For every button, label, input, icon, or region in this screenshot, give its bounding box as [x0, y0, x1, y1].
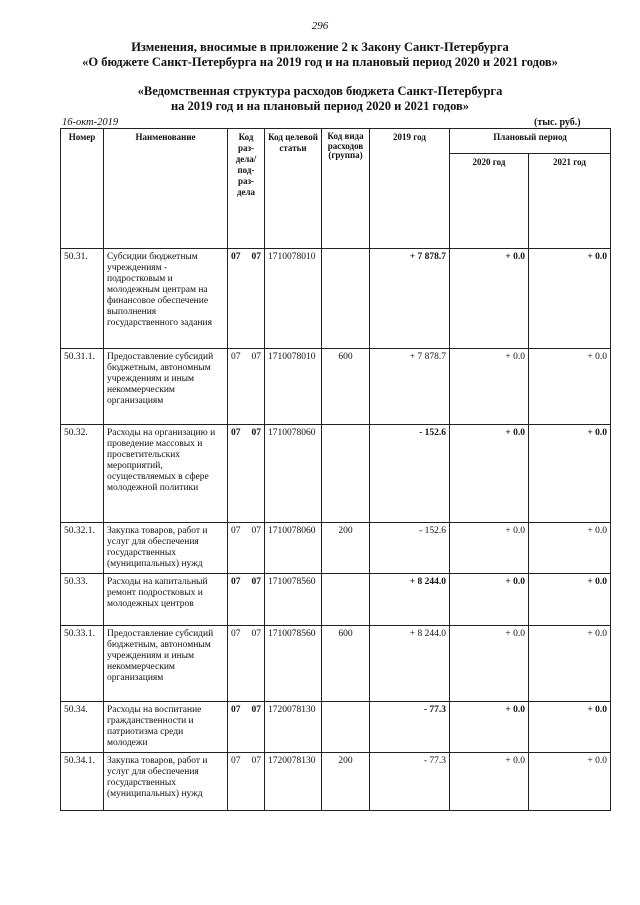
row-amount-2020: + 0.0	[450, 523, 529, 574]
header-2019: 2019 год	[370, 129, 450, 249]
row-razdel-code: 07	[231, 428, 241, 438]
row-csr: 1720078130	[265, 753, 322, 811]
row-csr: 1710078560	[265, 574, 322, 626]
table-row	[61, 249, 611, 349]
document-title-line-2: «О бюджете Санкт-Петербурга на 2019 год и на плановый период 2020 и 2021 годов»	[82, 55, 558, 69]
row-name: Предоставление субсидий бюджетным, автономным учреждениям и иным некоммерческим организациям	[104, 626, 228, 702]
document-title-line-1: Изменения, вносимые в приложение 2 к Закону Санкт-Петербурга	[131, 40, 509, 54]
row-podrazdel: 07	[251, 756, 261, 766]
row-amount-2021: + 0.0	[529, 523, 611, 574]
row-amount-2021: + 0.0	[529, 753, 611, 811]
row-vid	[322, 574, 370, 626]
row-podrazdel: 07	[251, 629, 261, 639]
row-razdel	[228, 523, 265, 574]
row-vid: 600	[322, 626, 370, 702]
header-name: Наименование	[104, 129, 228, 249]
row-razdel	[228, 249, 265, 349]
header-vid: Код вида расходов (группа)	[322, 129, 370, 249]
row-podrazdel: 07	[251, 252, 261, 262]
row-vid: 200	[322, 523, 370, 574]
row-amount-2020: + 0.0	[450, 702, 529, 753]
row-number: 50.32.1.	[61, 523, 104, 574]
row-amount-2021: + 0.0	[529, 702, 611, 753]
header-2021: 2021 год	[529, 154, 611, 249]
row-csr: 1720078130	[265, 702, 322, 753]
row-csr: 1710078010	[265, 349, 322, 425]
row-razdel	[228, 626, 265, 702]
row-razdel-code: 07	[231, 705, 241, 715]
row-vid	[322, 425, 370, 523]
row-razdel	[228, 702, 265, 753]
row-amount-2021: + 0.0	[529, 574, 611, 626]
row-podrazdel: 07	[251, 428, 261, 438]
row-podrazdel: 07	[251, 352, 261, 362]
row-amount-2019: + 7 878.7	[370, 249, 450, 349]
row-razdel	[228, 349, 265, 425]
budget-table	[60, 128, 611, 811]
header-csr: Код целевой статьи	[265, 129, 322, 249]
row-number: 50.31.	[61, 249, 104, 349]
row-amount-2020: + 0.0	[450, 249, 529, 349]
table-row	[61, 626, 611, 702]
row-name: Расходы на капитальный ремонт подростковых и молодежных центров	[104, 574, 228, 626]
document-date: 16-окт-2019	[62, 117, 119, 128]
table-row	[61, 349, 611, 425]
row-amount-2021: + 0.0	[529, 425, 611, 523]
table-row	[61, 753, 611, 811]
table-row	[61, 425, 611, 523]
row-amount-2019: + 8 244.0	[370, 626, 450, 702]
row-number: 50.32.	[61, 425, 104, 523]
row-razdel	[228, 574, 265, 626]
appendix-title	[0, 84, 640, 114]
row-razdel	[228, 753, 265, 811]
row-vid: 200	[322, 753, 370, 811]
row-number: 50.31.1.	[61, 349, 104, 425]
row-amount-2019: - 152.6	[370, 425, 450, 523]
row-amount-2020: + 0.0	[450, 753, 529, 811]
row-razdel-code: 07	[231, 756, 241, 766]
header-2020: 2020 год	[450, 154, 529, 249]
table-row	[61, 523, 611, 574]
header-num: Номер	[61, 129, 104, 249]
appendix-title-line-2: на 2019 год и на плановый период 2020 и 2021 годов»	[170, 99, 470, 113]
row-razdel	[228, 425, 265, 523]
table-row	[61, 702, 611, 753]
row-amount-2019: + 7 878.7	[370, 349, 450, 425]
row-name: Расходы на воспитание гражданственности и патриотизма среди молодежи	[104, 702, 228, 753]
row-amount-2021: + 0.0	[529, 249, 611, 349]
row-razdel-code: 07	[231, 577, 241, 587]
header-planned-period: Плановый период	[450, 129, 611, 154]
row-number: 50.33.1.	[61, 626, 104, 702]
row-amount-2019: + 8 244.0	[370, 574, 450, 626]
row-name: Расходы на организацию и проведение массовых и просветительских мероприятий, осуществляемых в сфере молодежной политики	[104, 425, 228, 523]
table-header-row	[61, 129, 611, 154]
row-vid	[322, 702, 370, 753]
page-number: 296	[311, 20, 329, 32]
row-razdel-code: 07	[231, 526, 241, 536]
row-amount-2020: + 0.0	[450, 349, 529, 425]
appendix-title-line-1: «Ведомственная структура расходов бюджета Санкт-Петербурга	[137, 84, 503, 98]
row-amount-2019: - 152.6	[370, 523, 450, 574]
row-razdel-code: 07	[231, 629, 241, 639]
row-razdel-code: 07	[231, 252, 241, 262]
row-amount-2020: + 0.0	[450, 425, 529, 523]
row-csr: 1710078010	[265, 249, 322, 349]
row-number: 50.33.	[61, 574, 104, 626]
row-amount-2020: + 0.0	[450, 574, 529, 626]
row-name: Закупка товаров, работ и услуг для обеспечения государственных (муниципальных) нужд	[104, 753, 228, 811]
row-csr: 1710078560	[265, 626, 322, 702]
row-csr: 1710078060	[265, 523, 322, 574]
row-number: 50.34.	[61, 702, 104, 753]
row-amount-2020: + 0.0	[450, 626, 529, 702]
row-name: Субсидии бюджетным учреждениям - подростковым и молодежным центрам на финансовое обеспечение выполнения государственного задания	[104, 249, 228, 349]
row-vid	[322, 249, 370, 349]
row-number: 50.34.1.	[61, 753, 104, 811]
table-body	[61, 249, 611, 811]
document-title	[0, 40, 640, 70]
row-amount-2019: - 77.3	[370, 753, 450, 811]
row-podrazdel: 07	[251, 526, 261, 536]
row-amount-2019: - 77.3	[370, 702, 450, 753]
row-razdel-code: 07	[231, 352, 241, 362]
units-label: (тыс. руб.)	[534, 117, 581, 128]
header-razdel: Код раз-дела/ под-раз-дела	[228, 129, 265, 249]
row-name: Предоставление субсидий бюджетным, автономным учреждениям и иным некоммерческим организациям	[104, 349, 228, 425]
row-vid: 600	[322, 349, 370, 425]
row-amount-2021: + 0.0	[529, 349, 611, 425]
row-podrazdel: 07	[251, 705, 261, 715]
row-amount-2021: + 0.0	[529, 626, 611, 702]
row-podrazdel: 07	[251, 577, 261, 587]
row-name: Закупка товаров, работ и услуг для обеспечения государственных (муниципальных) нужд	[104, 523, 228, 574]
table-row	[61, 574, 611, 626]
row-csr: 1710078060	[265, 425, 322, 523]
